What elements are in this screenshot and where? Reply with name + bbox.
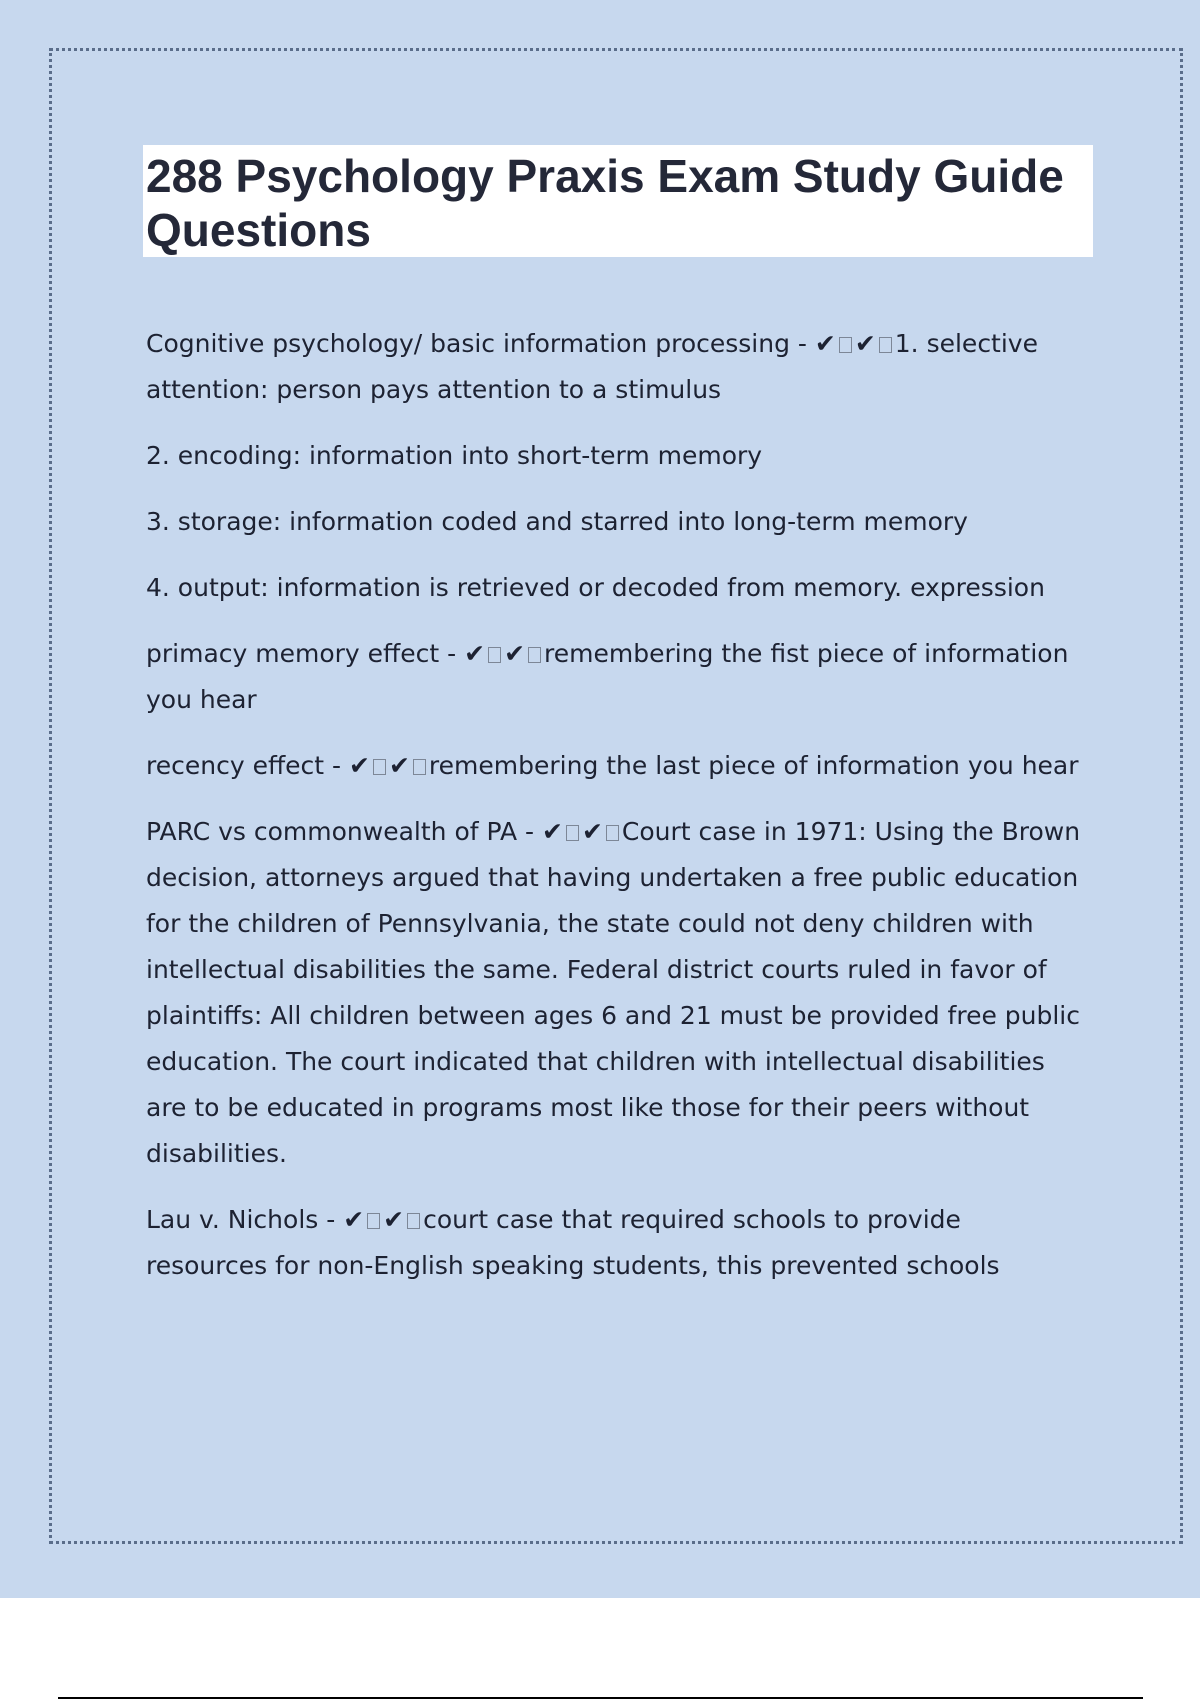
empty-box-icon	[839, 337, 852, 353]
term-primacy-effect: primacy memory effect -	[146, 639, 465, 668]
footer-divider	[58, 1697, 1143, 1699]
paragraph-output: 4. output: information is retrieved or decoded from memory. expression	[146, 573, 1045, 602]
document-title: 288 Psychology Praxis Exam Study Guide Questions	[146, 150, 1064, 256]
term-lau-v-nichols: Lau v. Nichols -	[146, 1205, 344, 1234]
check-mark-icon: ✔	[464, 639, 486, 668]
paragraph-encoding: 2. encoding: information into short-term memory	[146, 441, 763, 470]
empty-box-icon	[488, 647, 501, 663]
document-body	[146, 321, 1090, 1309]
check-mark-icon: ✔	[388, 751, 410, 780]
term-parc-case: PARC vs commonwealth of PA -	[146, 817, 542, 846]
title-box	[143, 145, 1093, 257]
check-mark-icon: ✔	[854, 329, 876, 358]
check-mark-icon: ✔	[349, 751, 370, 780]
empty-box-icon	[413, 759, 426, 775]
paragraph-cognitive-psychology	[146, 321, 1090, 413]
paragraph-lau-v-nichols	[146, 1197, 1090, 1289]
check-mark-icon: ✔	[343, 1205, 365, 1234]
empty-box-icon	[373, 759, 386, 775]
term-recency-effect: recency effect -	[146, 751, 350, 780]
paragraph-recency-effect	[146, 743, 1090, 789]
empty-box-icon	[566, 825, 579, 841]
paragraph-primacy-effect	[146, 631, 1090, 723]
definition-parc-case: Court case in 1971: Using the Brown decision, attorneys argued that having undertaken a free public education for the children of Pennsylvania, the state could not deny children with intellectual disabilities the same. Federal district courts ruled in favor of plaintiffs: All children between ages 6 and 21 must be provided free public education. The court indicated that children with intellectual disabilities are to be educated in programs most like those for their peers without disabilities.	[146, 817, 1081, 1168]
check-mark-icon: ✔	[504, 639, 526, 668]
paragraph-parc-case	[146, 809, 1090, 1177]
empty-box-icon	[367, 1213, 380, 1229]
empty-box-icon	[407, 1213, 420, 1229]
definition-cognitive-psychology: 1. selective attention: person pays attention to a stimulus	[146, 329, 1038, 404]
empty-box-icon	[606, 825, 619, 841]
definition-lau-v-nichols: court case that required schools to provide resources for non-English speaking students, this prevented schools	[146, 1205, 1000, 1280]
paragraph-storage: 3. storage: information coded and starred into long-term memory	[146, 507, 968, 536]
check-mark-icon: ✔	[383, 1205, 405, 1234]
term-cognitive-psychology: Cognitive psychology/ basic information processing -	[146, 329, 815, 358]
check-mark-icon: ✔	[581, 817, 603, 846]
definition-recency-effect: remembering the last piece of information you hear	[428, 751, 1079, 780]
definition-primacy-effect: remembering the fist piece of information you hear	[146, 639, 1069, 714]
empty-box-icon	[528, 647, 541, 663]
check-mark-icon: ✔	[541, 817, 563, 846]
empty-box-icon	[879, 337, 892, 353]
check-mark-icon: ✔	[814, 329, 836, 358]
